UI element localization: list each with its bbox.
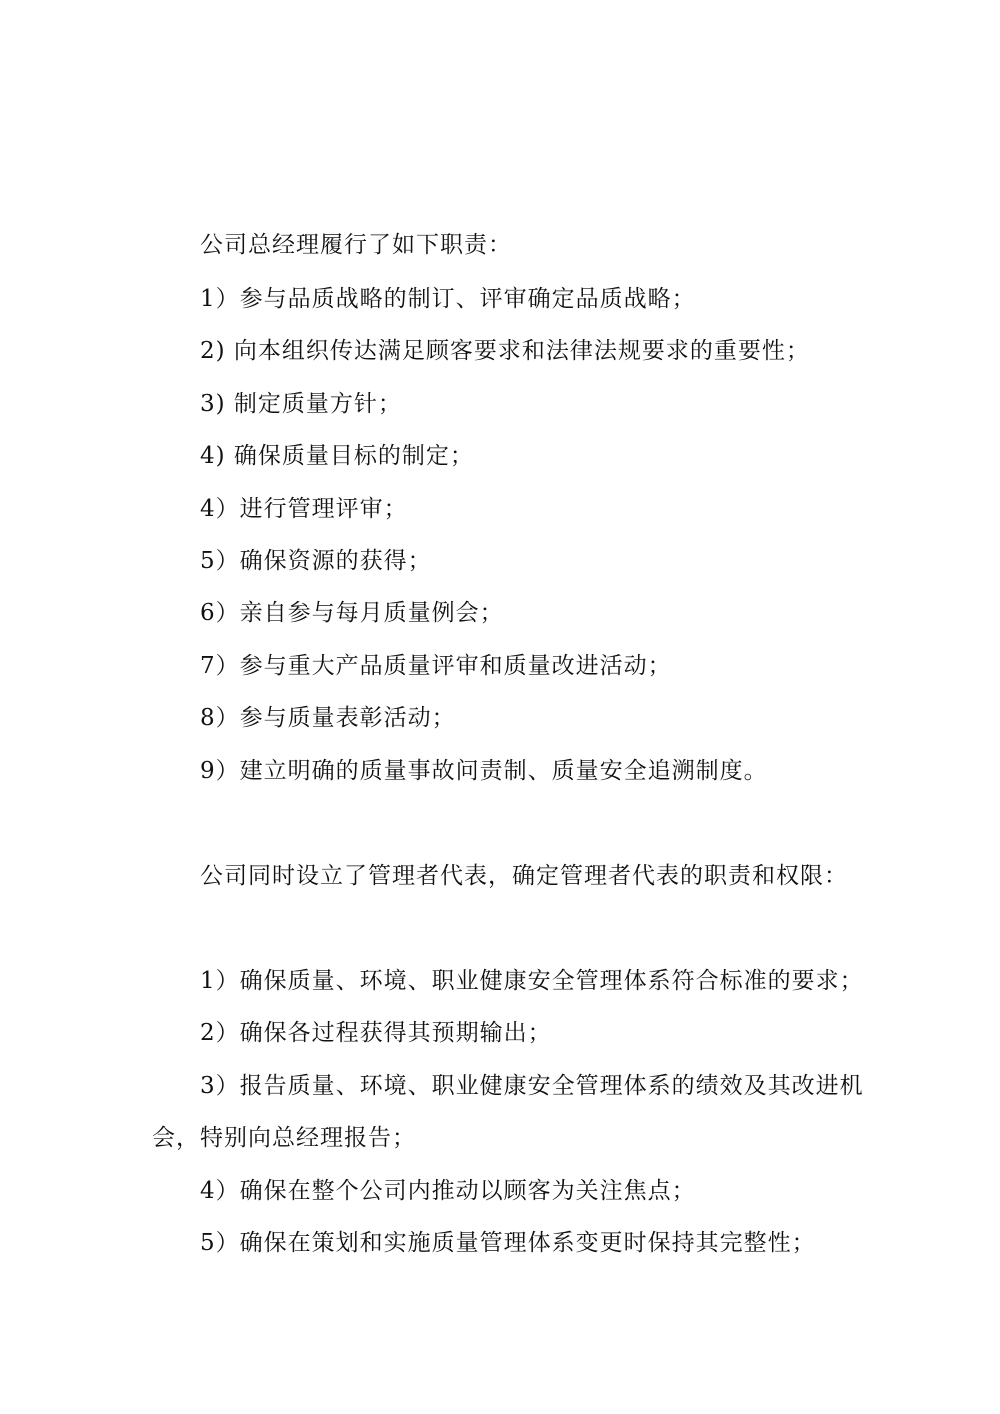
duty-item: 9）建立明确的质量事故问责制、质量安全追溯制度。	[200, 758, 768, 784]
section2-intro: 公司同时设立了管理者代表，确定管理者代表的职责和权限：	[200, 863, 848, 889]
rep-duty-item-continuation: 会，特别向总经理报告；	[152, 1125, 416, 1151]
duty-item: 5）确保资源的获得；	[200, 548, 432, 574]
duty-item: 1）参与品质战略的制订、评审确定品质战略；	[200, 286, 696, 312]
rep-duty-item: 1）确保质量、环境、职业健康安全管理体系符合标准的要求；	[200, 968, 864, 994]
duty-item: 4) 确保质量目标的制定；	[200, 443, 474, 469]
duty-item: 4）进行管理评审；	[200, 496, 408, 522]
duty-item: 3) 制定质量方针；	[200, 391, 402, 417]
rep-duty-item: 4）确保在整个公司内推动以顾客为关注焦点；	[200, 1178, 696, 1204]
duty-item: 7）参与重大产品质量评审和质量改进活动；	[200, 653, 672, 679]
rep-duty-item: 2）确保各过程获得其预期输出；	[200, 1020, 552, 1046]
duty-item: 6）亲自参与每月质量例会；	[200, 600, 504, 626]
section1-intro: 公司总经理履行了如下职责：	[200, 232, 512, 258]
rep-duty-item: 3）报告质量、环境、职业健康安全管理体系的绩效及其改进机	[200, 1073, 864, 1099]
duty-item: 2) 向本组织传达满足顾客要求和法律法规要求的重要性；	[200, 338, 810, 364]
rep-duty-item: 5）确保在策划和实施质量管理体系变更时保持其完整性；	[200, 1230, 816, 1256]
duty-item: 8）参与质量表彰活动；	[200, 705, 456, 731]
